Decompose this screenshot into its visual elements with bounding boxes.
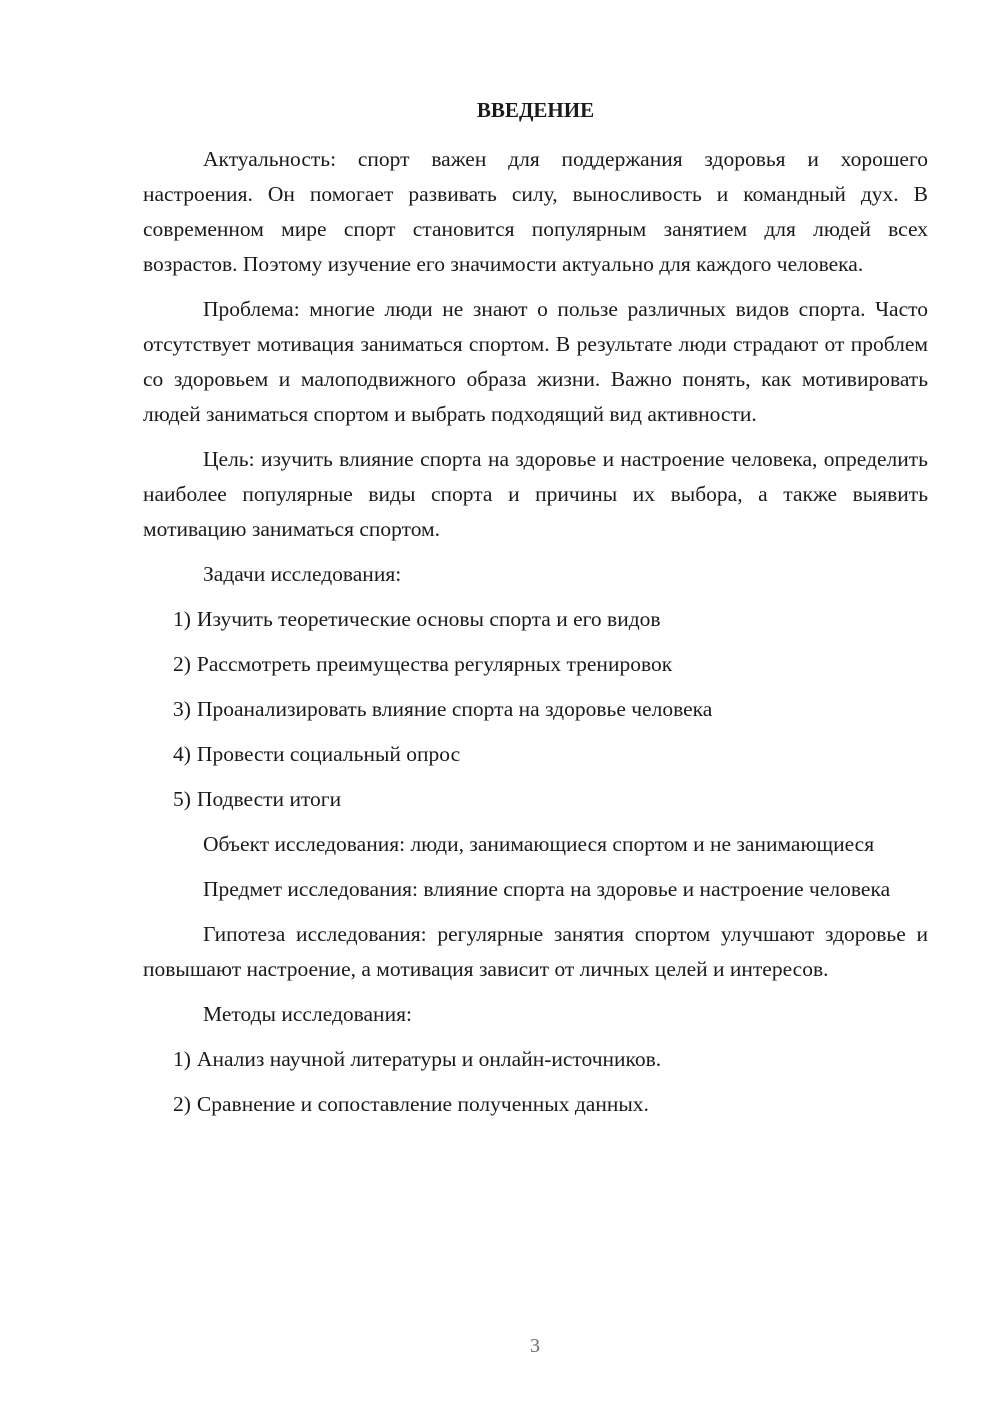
list-item-number: 2) [173,1092,191,1116]
list-item-text: Провести социальный опрос [196,742,461,766]
list-item-number: 2) [173,652,191,676]
tasks-list [143,602,928,817]
problem-paragraph: Проблема: многие люди не знают о пользе различных видов спорта. Часто отсутствует мотивация заниматься спортом. В результате люди страдают от проблем со здоровьем и малоподвижного образа жизни. Важно понять, как мотивировать людей заниматься спортом и выбрать подходящий вид активности. [143,297,928,426]
list-item-number: 3) [173,697,191,721]
list-item-number: 1) [173,1047,191,1071]
tasks-label: Задачи исследования: [203,562,402,586]
list-item [143,602,928,637]
list-item-text: Рассмотреть преимущества регулярных тренировок [196,652,673,676]
list-item [143,692,928,727]
list-item-text: Сравнение и сопоставление полученных данных. [196,1092,649,1116]
goal-paragraph: Цель: изучить влияние спорта на здоровье и настроение человека, определить наиболее популярные виды спорта и причины их выбора, а также выявить мотивацию заниматься спортом. [143,447,928,541]
list-item [143,737,928,772]
list-item [143,1087,928,1122]
methods-label: Методы исследования: [203,1002,412,1026]
list-item [143,782,928,817]
list-item-number: 1) [173,607,191,631]
subject-paragraph: Предмет исследования: влияние спорта на здоровье и настроение человека [203,877,891,901]
page-number: 3 [530,1335,540,1357]
list-item-text: Проанализировать влияние спорта на здоровье человека [196,697,713,721]
object-paragraph: Объект исследования: люди, занимающиеся спортом и не занимающиеся [203,832,875,856]
list-item-number: 5) [173,787,191,811]
list-item-text: Анализ научной литературы и онлайн-источников. [196,1047,662,1071]
relevance-paragraph: Актуальность: спорт важен для поддержания здоровья и хорошего настроения. Он помогает развивать силу, выносливость и командный дух. В современном мире спорт становится популярным занятием для людей всех возрастов. Поэтому изучение его значимости актуально для каждого человека. [143,147,928,276]
list-item [143,647,928,682]
list-item-text: Изучить теоретические основы спорта и его видов [196,607,661,631]
document-page [143,95,928,1132]
list-item [143,1042,928,1077]
list-item-number: 4) [173,742,191,766]
methods-list [143,1042,928,1122]
hypothesis-paragraph: Гипотеза исследования: регулярные занятия спортом улучшают здоровье и повышают настроение, а мотивация зависит от личных целей и интересов. [143,922,928,981]
section-heading: ВВЕДЕНИЕ [476,98,595,122]
list-item-text: Подвести итоги [196,787,342,811]
